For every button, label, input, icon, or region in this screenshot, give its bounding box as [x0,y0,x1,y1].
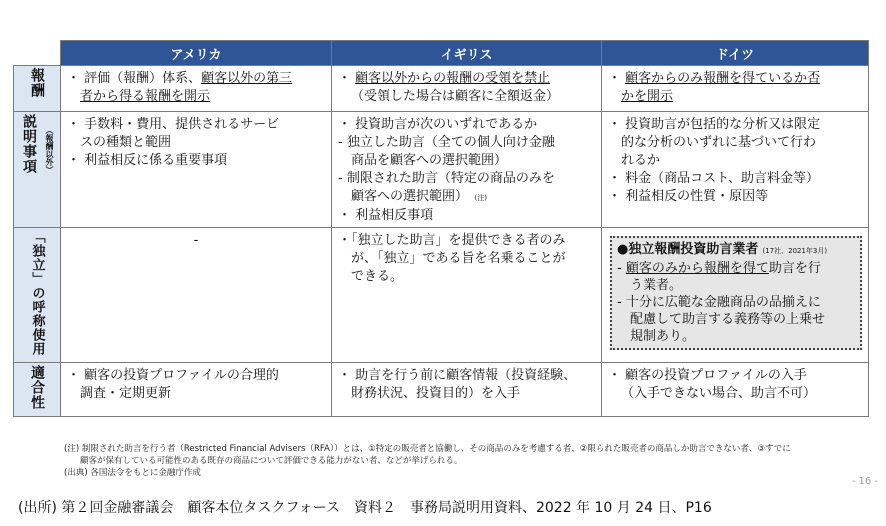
comparison-table [13,40,869,417]
cell-remuneration-de [602,66,869,112]
cell-explanation-de: ・ 投資助言が包括的な分析又は限定 的な分析のいずれに基づいて行わ れるか ・ 料金（商品コスト、助言料金等） ・ 利益相反の性質・原因等 [602,112,869,228]
text: （受領した場合は顧客に全額返金） [351,89,560,104]
row-label-suitability: 適合性 [14,363,61,417]
corner-cell [14,41,61,66]
text: ・ 評価（報酬）体系、 [67,71,202,86]
cell-suitability-us: ・ 顧客の投資プロファイルの合理的 調査・定期更新 [61,363,332,417]
cell-explanation-us: ・ 手数料・費用、提供されるサービ スの種類と範囲 ・ 利益相反に係る重要事項 [61,112,332,228]
underlined-text: 顧客以外の第三 [201,71,293,86]
underlined-text: かを開示 [621,89,674,104]
underlined-text: 顧客以外からの報酬の受領を禁止 [355,71,551,86]
underlined-text: 顧客からのみ報酬を得ているか否 [625,71,821,86]
cell-remuneration-us [61,66,332,112]
col-header-de: ドイツ [602,41,869,66]
cell-suitability-uk: ・ 助言を行う前に顧客情報（投資経験、 財務状況、投資目的）を入手 [332,363,602,417]
col-header-us: アメリカ [61,41,332,66]
footnotes [64,443,791,479]
row-label-independent: 「独立」の呼称使用 [14,228,61,363]
row-suitability [14,363,869,417]
row-label-explanation: 説明事項 （報酬以外） [14,112,61,228]
footnote-1: (注) 制限された助言を行う者（Restricted Financial Advisers（RFA））とは、①特定の販売者と協働し、その商品のみを考慮する者、②限られた販売者の商品しか助言できない者、③すでに [64,444,791,454]
source-note: (出典) 各国法令をもとに金融庁作成 [64,468,201,478]
row-remuneration [14,66,869,112]
cell-explanation-uk: ・ 投資助言が次のいずれであるか - 独立した助言（全ての個人向け金融 商品を顧客への選択範囲） - 制限された助言（特定の商品のみを 顧客への選択範囲） (注) ・ 利益相反事項 [332,112,602,228]
text: ・ [338,71,356,86]
footnote-1-cont: 顧客が保有している可能性のある既存の商品について評価できる能力がない者、などが挙げられる。 [80,456,463,466]
col-header-uk: イギリス [332,41,602,66]
cell-suitability-de: ・ 顧客の投資プロファイルの入手 （入手できない場合、助言不可） [602,363,869,417]
header-row [14,41,869,66]
cell-remuneration-uk [332,66,602,112]
row-independent [14,228,869,363]
note-marker: (注) [474,194,487,202]
row-explanation [14,112,869,228]
cell-independent-uk: ・「独立した助言」を提供できる者のみ が、「独立」である旨を名乗ることが できる。 [332,228,602,363]
cell-independent-de [602,228,869,363]
cell-independent-us: - [61,228,332,363]
text: ・ [608,71,626,86]
page-number: - 16 - [851,476,878,487]
row-label-remuneration: 報酬 [14,66,61,112]
source-caption: (出所) 第２回金融審議会 顧客本位タスクフォース 資料２ 事務局説明用資料、2022 年 10 月 24 日、P16 [18,500,712,516]
underlined-text: 者から得る報酬を開示 [80,89,211,104]
independent-advisor-box: ●独立報酬投資助言業者 (17社、2021年3月) - 顧客のみから報酬を得て助言を行 う業者。 - 十分に広範な金融商品の品揃えに 配慮して助言する義務等の上乗せ 規制あり。 [610,236,862,350]
